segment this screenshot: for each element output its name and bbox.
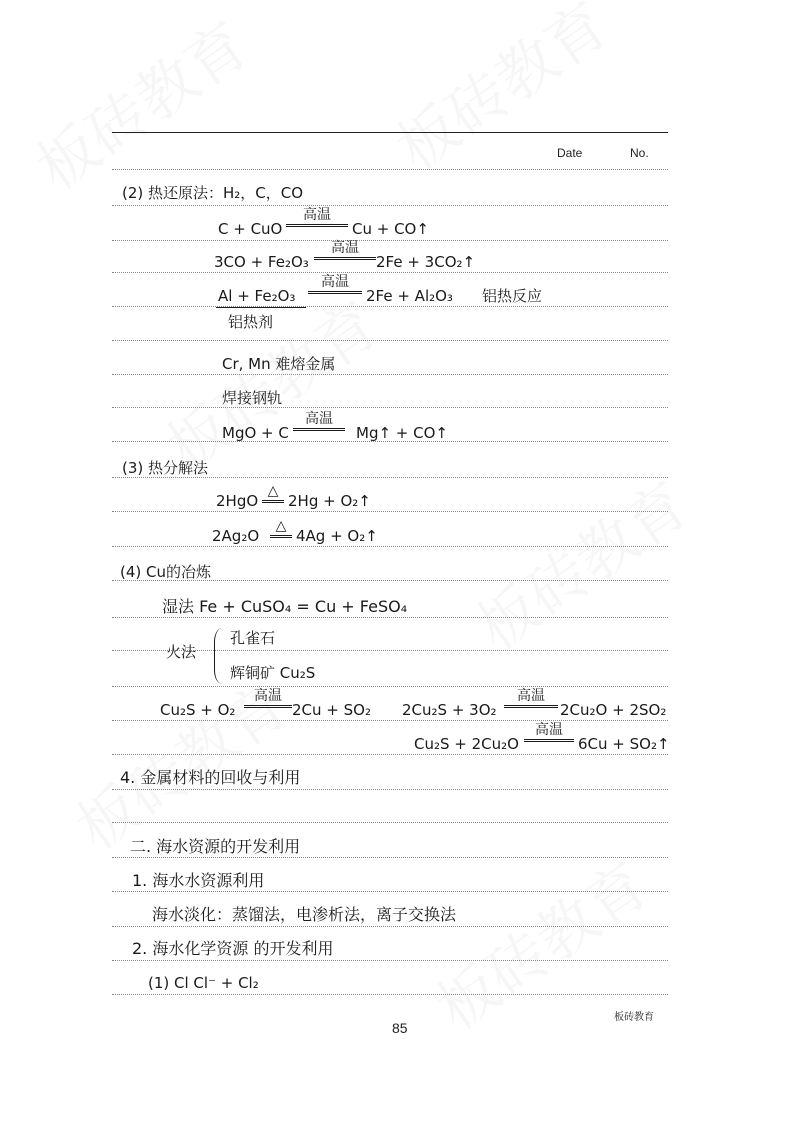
ruled-line xyxy=(112,857,668,858)
seawater-heading: 二. 海水资源的开发利用 xyxy=(130,837,301,856)
ruled-line xyxy=(112,926,668,927)
ruled-line xyxy=(112,169,668,170)
refractory-metals: Cr, Mn 难熔金属 xyxy=(222,355,336,373)
ruled-line xyxy=(112,617,668,618)
ruled-line xyxy=(112,240,668,241)
date-label: Date xyxy=(557,146,583,160)
condition-high-temp: 高温 xyxy=(524,723,574,742)
thermal-reduction-heading: (2) 热还原法：H₂，C，CO xyxy=(122,184,304,202)
water-resource-heading: 1. 海水水资源利用 xyxy=(132,871,265,890)
chlorine-line: (1) Cl Cl⁻ + Cl₂ xyxy=(148,974,259,992)
header-rule xyxy=(112,132,668,133)
ruled-line xyxy=(112,789,668,790)
fire-method-label: 火法 xyxy=(166,643,197,661)
copper-smelting-heading: (4) Cu的冶炼 xyxy=(120,563,211,581)
chalcocite: 辉铜矿 Cu₂S xyxy=(230,664,316,682)
equation-right: 6Cu + SO₂↑ xyxy=(578,735,670,753)
condition-heat: △ xyxy=(262,484,284,503)
malachite: 孔雀石 xyxy=(230,629,276,647)
ruled-line xyxy=(112,205,668,206)
ruled-line xyxy=(112,511,668,512)
condition-high-temp: 高温 xyxy=(244,689,292,708)
ruled-line xyxy=(112,686,668,687)
ruled-line xyxy=(112,477,668,478)
equation-right: Mg↑ + CO↑ xyxy=(356,424,448,442)
condition-high-temp: 高温 xyxy=(308,275,362,294)
thermal-decomposition-heading: (3) 热分解法 xyxy=(122,459,209,477)
equation-left: Al + Fe₂O₃ xyxy=(218,287,296,305)
equation-right: 2Fe + 3CO₂↑ xyxy=(376,253,476,271)
wet-method: 湿法 Fe + CuSO₄ = Cu + FeSO₄ xyxy=(162,597,408,616)
brace xyxy=(214,628,223,684)
equation-right: 2Fe + Al₂O₃ xyxy=(366,287,453,305)
watermark xyxy=(457,459,703,667)
condition-high-temp: 高温 xyxy=(293,412,345,431)
ruled-line xyxy=(112,407,668,408)
equation-left: Cu₂S + 2Cu₂O xyxy=(414,735,519,753)
equation-left: 2Ag₂O xyxy=(212,527,260,545)
condition-high-temp: 高温 xyxy=(286,208,348,227)
chemical-resource-heading: 2. 海水化学资源 的开发利用 xyxy=(132,939,334,958)
watermark xyxy=(377,0,623,187)
brand-label: 板砖教育 xyxy=(614,1012,654,1023)
equation-left: C + CuO xyxy=(218,220,283,238)
desalination-methods: 海水淡化：蒸馏法，电渗析法，离子交换法 xyxy=(152,905,457,924)
equation-left: 2HgO xyxy=(216,492,259,510)
ruled-line xyxy=(112,306,668,307)
equation-right: 2Cu + SO₂ xyxy=(292,701,371,719)
welding-rails: 焊接钢轨 xyxy=(222,389,283,407)
equation-left: Cu₂S + O₂ xyxy=(160,701,236,719)
condition-high-temp: 高温 xyxy=(314,241,376,260)
ruled-line xyxy=(112,960,668,961)
ruled-line xyxy=(112,754,668,755)
page-number: 85 xyxy=(392,1020,408,1036)
equation-right: Cu + CO↑ xyxy=(352,220,429,238)
condition-heat: △ xyxy=(270,519,292,538)
equation-left: MgO + C xyxy=(222,424,289,442)
ruled-line xyxy=(112,720,668,721)
ruled-line xyxy=(112,994,668,995)
thermite-agent-label: 铝热剂 xyxy=(228,313,274,331)
equation-left: 2Cu₂S + 3O₂ xyxy=(402,701,497,719)
ruled-line xyxy=(112,340,668,341)
recycling-heading: 4. 金属材料的回收与利用 xyxy=(120,768,301,787)
thermite-underline xyxy=(216,307,306,308)
ruled-line xyxy=(112,546,668,547)
ruled-line xyxy=(112,272,668,273)
equation-right: 2Hg + O₂↑ xyxy=(288,492,371,510)
watermark xyxy=(17,0,263,207)
equation-left: 3CO + Fe₂O₃ xyxy=(214,253,309,271)
no-label: No. xyxy=(630,146,649,160)
thermite-reaction-note: 铝热反应 xyxy=(482,287,543,305)
condition-high-temp: 高温 xyxy=(504,689,558,708)
ruled-line xyxy=(112,891,668,892)
equation-right: 4Ag + O₂↑ xyxy=(296,527,378,545)
ruled-line xyxy=(112,822,668,823)
watermark xyxy=(147,279,393,487)
ruled-line xyxy=(112,374,668,375)
equation-right: 2Cu₂O + 2SO₂ xyxy=(560,701,667,719)
